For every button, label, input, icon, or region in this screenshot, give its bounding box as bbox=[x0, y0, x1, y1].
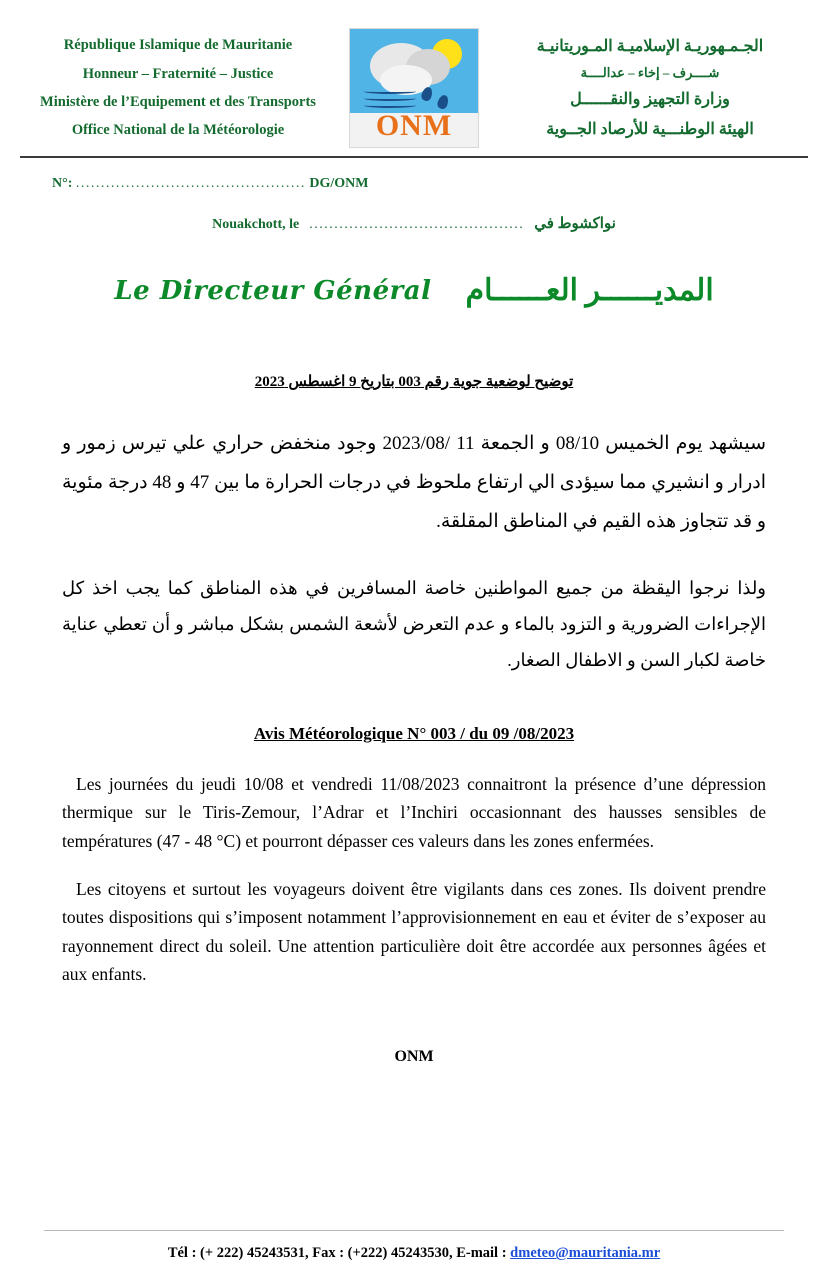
header-fr-line-2: Honneur – Fraternité – Justice bbox=[82, 65, 274, 82]
french-notice-title: Avis Météorologique N° 003 / du 09 /08/2023 bbox=[253, 723, 575, 743]
water-waves-icon bbox=[364, 89, 416, 109]
reference-prefix: N°: bbox=[52, 176, 73, 191]
onm-logo bbox=[349, 28, 479, 148]
footer-contact-text: Tél : (+ 222) 45243531, Fax : (+222) 45243530, E-mail : bbox=[167, 1245, 511, 1261]
reference-blank: .............................................. bbox=[75, 176, 306, 191]
director-title-fr: Le Directeur Général bbox=[114, 275, 432, 306]
header-french-block bbox=[28, 31, 328, 144]
header-arabic-block bbox=[500, 32, 800, 145]
header-fr-line-4: Office National de la Météorologie bbox=[71, 122, 285, 139]
footer-divider bbox=[44, 1230, 784, 1231]
arabic-paragraph-2: ولذا نرجوا اليقظة من جميع المواطنين خاصة المسافرين في هذه المناطق كما يجب اخذ كل الإجراءات الضرورية و التزود بالماء و عدم التعرض لأشعة الشمس بشكل مباشر و أن تعطي عناية خاصة لكبار السن و الاطفال الصغار. bbox=[62, 577, 766, 670]
reference-line bbox=[52, 176, 828, 192]
date-blank: ........................................... bbox=[309, 217, 525, 232]
document-header bbox=[0, 0, 828, 154]
header-ar-line-2: شــــرف – إخاء – عدالــــة bbox=[580, 65, 720, 81]
date-label-fr: Nouakchott, le bbox=[212, 217, 300, 232]
header-ar-line-1: الجـمـهوريـة الإسلاميـة المـوريتانيـة bbox=[536, 37, 764, 55]
date-line bbox=[0, 214, 828, 233]
logo-label: ONM bbox=[375, 109, 453, 142]
date-label-ar: نواكشوط في bbox=[534, 216, 616, 232]
header-ar-line-3: وزارة التجهيز والنقــــــل bbox=[570, 91, 730, 109]
header-ar-line-4: الهيئة الوطنـــية للأرصاد الجــوية bbox=[546, 120, 754, 138]
document-footer bbox=[0, 1230, 828, 1262]
reference-suffix: DG/ONM bbox=[309, 176, 369, 191]
footer-email-link[interactable]: dmeteo@mauritania.mr bbox=[510, 1245, 661, 1261]
arabic-notice-title: توضيح لوضعية جوية رقم 003 بتاريخ 9 اغسطس 2023 bbox=[254, 374, 574, 390]
french-paragraph-2: Les citoyens et surtout les voyageurs doivent être vigilants dans ces zones. Ils doivent prendre toutes dispositions qui s’imposent notamment l’approvisionnement en eau et éviter de s’exposer au rayonnement direct du soleil. Une attention particulière doit être accordée aux personnes âgées et aux enfants. bbox=[62, 878, 766, 984]
french-paragraph-1: Les journées du jeudi 10/08 et vendredi 11/08/2023 connaitront la présence d’une dépression thermique sur le Tiris‑Zemour, l’Adrar et l’Inchiri occasionnant des hausses sensibles de températures (47 ‑ 48 °C) et pourront dépasser ces valeurs dans les zones enfermées. bbox=[62, 773, 766, 851]
director-title-ar: المديــــــر العــــــام bbox=[465, 274, 714, 307]
arabic-paragraph-1: سيشهد يوم الخميس 08/10 و الجمعة 11 /2023/08 وجود منخفض حراري علي تيرس زمور و ادرار و انشيري مما سيؤدى الي ارتفاع ملحوظ في درجات الحرارة ما بين 47 و 48 درجة مئوية و قد تتجاوز هذه القيم في المناطق المقلقة. bbox=[62, 433, 767, 532]
header-divider bbox=[20, 156, 808, 158]
director-general-title bbox=[0, 273, 828, 308]
header-fr-line-3: Ministère de l’Equipement et des Transports bbox=[40, 94, 316, 110]
footer-contact bbox=[0, 1245, 828, 1262]
signature-onm: ONM bbox=[394, 1048, 434, 1066]
header-fr-line-1: République Islamique de Mauritanie bbox=[63, 37, 293, 54]
